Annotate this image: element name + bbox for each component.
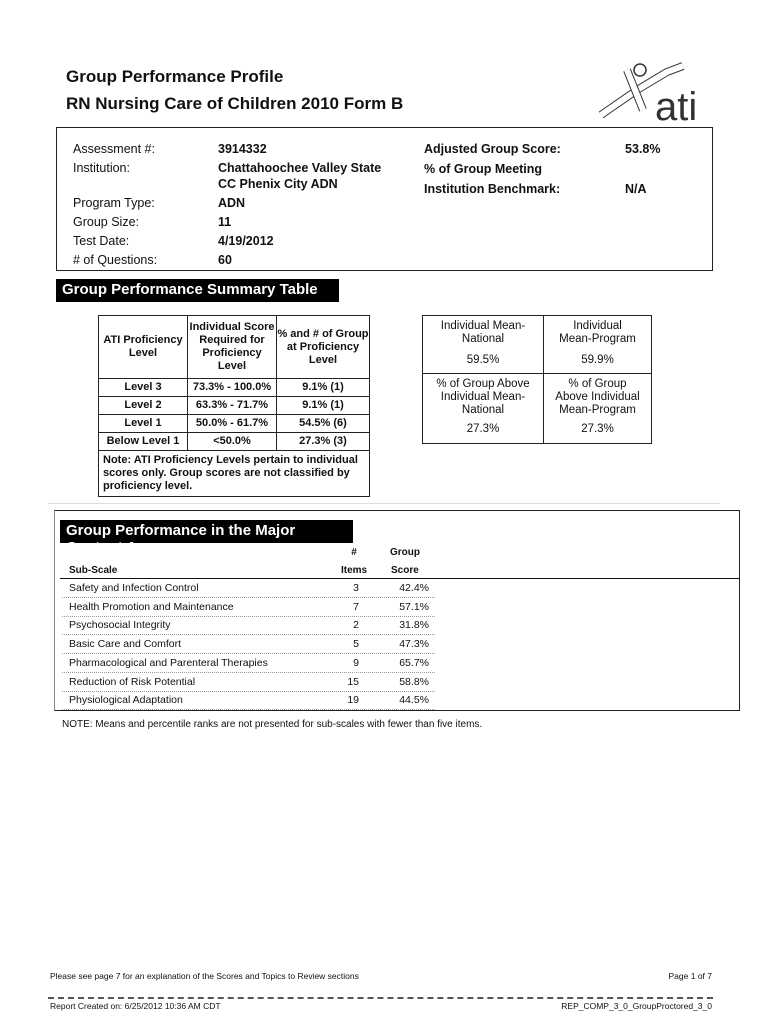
group-size-label: Group Size: [73, 215, 140, 229]
program-type-value: ADN [218, 196, 246, 210]
assessment-info-box [56, 127, 713, 271]
group-score: 31.8% [399, 619, 429, 632]
subscale-name: Basic Care and Comfort [69, 638, 182, 651]
table-row [62, 691, 435, 710]
subscale-name: Psychosocial Integrity [69, 619, 171, 632]
header-level: ATI Proficiency Level [99, 316, 188, 379]
svg-text:ati: ati [655, 85, 698, 124]
score-header-2: Score [391, 565, 419, 576]
assessment-label: Assessment #: [73, 142, 155, 156]
subscale-header: Sub-Scale [69, 565, 118, 576]
table-row [99, 379, 370, 397]
table-row [62, 673, 435, 692]
ati-logo [597, 60, 715, 124]
group-score: 65.7% [399, 656, 429, 669]
proficiency-table [98, 315, 370, 497]
group-score: 44.5% [399, 694, 429, 707]
pct-cell: 9.1% (1) [277, 397, 370, 415]
benchmark-label-2: Institution Benchmark: [424, 182, 561, 196]
group-score: 57.1% [399, 600, 429, 613]
table-row [99, 397, 370, 415]
page-title: Group Performance Profile [66, 67, 284, 86]
means-table [422, 315, 652, 444]
page-subtitle: RN Nursing Care of Children 2010 Form B [66, 94, 404, 113]
above-program-cell [544, 374, 652, 444]
questions-value: 60 [218, 253, 232, 267]
items-count: 7 [353, 600, 359, 613]
mean-value: 59.5% [466, 354, 500, 366]
institution-value-1: Chattahoochee Valley State [218, 161, 382, 175]
range-cell: 73.3% - 100.0% [188, 379, 277, 397]
above-national-cell [423, 374, 544, 444]
range-cell: <50.0% [188, 433, 277, 451]
content-note: NOTE: Means and percentile ranks are not presented for sub-scales with fewer than five items. [62, 719, 483, 730]
header-score-required: Individual Score Required for Proficiency Level [188, 316, 277, 379]
mean-value: 59.9% [581, 354, 614, 366]
items-header-1: # [351, 547, 357, 558]
benchmark-label-1: % of Group Meeting [424, 162, 543, 176]
pct-cell: 27.3% (3) [277, 433, 370, 451]
proficiency-note: Note: ATI Proficiency Levels pertain to individual scores only. Group scores are not classified by proficiency level. [99, 451, 370, 497]
items-header-2: Items [341, 565, 368, 576]
group-score: 47.3% [399, 638, 429, 651]
footer-divider [48, 997, 713, 999]
range-cell: 50.0% - 61.7% [188, 415, 277, 433]
report-id: REP_COMP_3_0_GroupProctored_3_0 [561, 1001, 712, 1011]
divider [48, 503, 720, 504]
group-score: 58.8% [399, 675, 429, 688]
items-count: 15 [347, 675, 359, 688]
table-row [62, 654, 435, 673]
level-cell: Below Level 1 [99, 433, 188, 451]
subscale-name: Safety and Infection Control [69, 582, 199, 594]
items-count: 3 [353, 582, 359, 594]
score-header-1: Group [390, 547, 420, 558]
table-row [62, 635, 435, 654]
mean-label: % of Group Above Individual Mean-National [436, 378, 530, 416]
report-created: Report Created on: 6/25/2012 10:36 AM CDT [50, 1001, 221, 1011]
level-cell: Level 3 [99, 379, 188, 397]
program-type-label: Program Type: [73, 196, 155, 210]
questions-label: # of Questions: [73, 253, 158, 267]
table-row [62, 616, 435, 635]
level-cell: Level 1 [99, 415, 188, 433]
test-date-value: 4/19/2012 [218, 234, 274, 248]
adjusted-score-label: Adjusted Group Score: [424, 142, 561, 156]
mean-label: Individual Mean-National [440, 320, 526, 345]
header-group-pct: % and # of Group at Proficiency Level [277, 316, 370, 379]
subscale-name: Physiological Adaptation [69, 694, 183, 707]
items-count: 2 [353, 619, 359, 632]
assessment-value: 3914332 [218, 142, 267, 156]
table-row [62, 579, 435, 598]
institution-value-2: CC Phenix City ADN [218, 177, 338, 191]
table-row [99, 433, 370, 451]
mean-value: 27.3% [581, 423, 614, 435]
benchmark-value: N/A [625, 182, 647, 196]
subscale-name: Health Promotion and Maintenance [69, 600, 234, 613]
table-row [62, 598, 435, 617]
mean-value: 27.3% [466, 423, 500, 435]
mean-national-cell [423, 316, 544, 374]
institution-label: Institution: [73, 161, 130, 175]
summary-section-title: Group Performance Summary Table [56, 279, 339, 302]
pct-cell: 9.1% (1) [277, 379, 370, 397]
subscale-name: Reduction of Risk Potential [69, 675, 196, 688]
range-cell: 63.3% - 71.7% [188, 397, 277, 415]
level-cell: Level 2 [99, 397, 188, 415]
subscale-name: Pharmacological and Parenteral Therapies [69, 656, 268, 669]
items-count: 9 [353, 656, 359, 669]
pct-cell: 54.5% (6) [277, 415, 370, 433]
table-row [99, 415, 370, 433]
page-number: Page 1 of 7 [668, 971, 712, 981]
test-date-label: Test Date: [73, 234, 130, 248]
mean-label: Individual Mean-Program [559, 320, 636, 345]
items-count: 5 [353, 638, 359, 651]
footer-explanation: Please see page 7 for an explanation of the Scores and Topics to Review sections [50, 971, 359, 981]
group-score: 42.4% [399, 582, 429, 594]
group-size-value: 11 [218, 215, 232, 229]
mean-label: % of Group Above Individual Mean-Program [555, 378, 640, 416]
mean-program-cell [544, 316, 652, 374]
content-section-title: Group Performance in the Major Content Areas [60, 520, 353, 543]
adjusted-score-value: 53.8% [625, 142, 661, 156]
items-count: 19 [347, 694, 359, 707]
